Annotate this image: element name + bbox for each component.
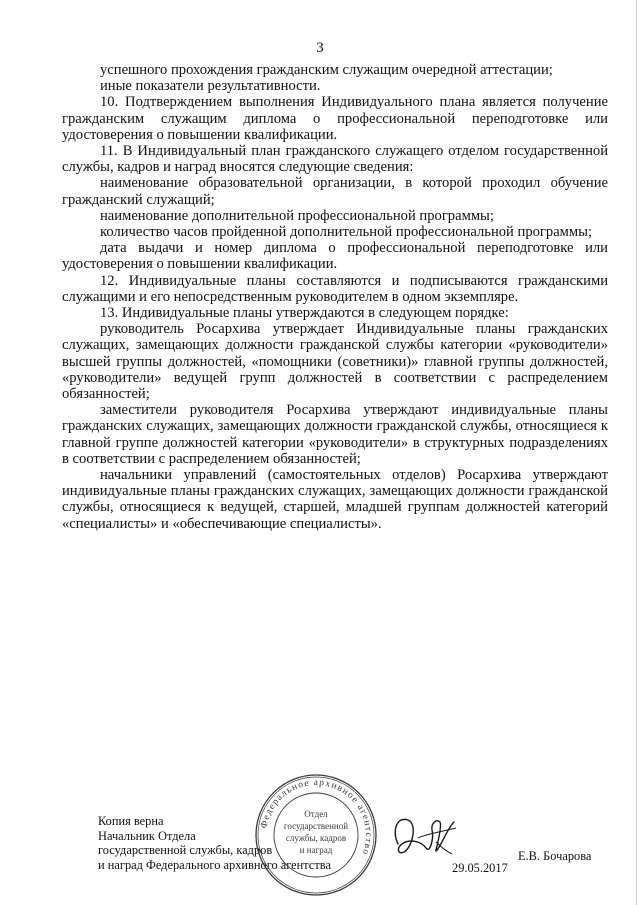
stamp-center-line-1: Отдел xyxy=(304,809,328,819)
page-edge-line xyxy=(636,0,637,905)
page-number: 3 xyxy=(316,40,324,56)
paragraph-3: 10. Подтверждением выполнения Индивидуального плана является получение гражданским служащим диплома о профессиональной переподготовке или удостоверения о повышении квалификации. xyxy=(62,94,608,143)
stamp-center-line-4: и наград xyxy=(299,845,333,855)
position-line-3: и наград Федерального архивного агентства xyxy=(98,857,331,872)
position-line-1: Начальник Отдела xyxy=(98,828,196,843)
paragraph-11: руководитель Росархива утверждает Индивидуальные планы гражданских служащих, замещающих должности гражданской службы категории «руководители» высшей группы должностей, «помощники (советники)» главной группы должностей, «руководители» ведущей групп должностей в соответствии с распределением обязанностей; xyxy=(62,321,608,403)
paragraph-2: иные показатели результативности. xyxy=(100,78,321,95)
signer-name: Е.В. Бочарова xyxy=(518,849,592,863)
paragraph-5: наименование образовательной организации, в которой проходил обучение гражданский служащий; xyxy=(62,175,608,208)
stamp-ring-text: Федеральное архивное агентство xyxy=(259,777,374,857)
paragraph-12: заместители руководителя Росархива утверждают индивидуальные планы гражданских служащих, замещающих должности гражданской службы, относящиеся к главной группе должностей категории «руководители» в структурных подразделениях в соответствии с распределением обязанностей; xyxy=(62,402,608,467)
paragraph-4: 11. В Индивидуальный план гражданского служащего отделом государственной службы, кадров и наград вносятся следующие сведения: xyxy=(62,143,608,176)
paragraph-7: количество часов пройденной дополнительной профессиональной программы; xyxy=(100,224,593,241)
stamp-center-line-3: службы, кадров xyxy=(285,833,347,843)
document-body xyxy=(62,62,608,532)
stamp-center-line-2: государственной xyxy=(283,821,349,831)
certification-date: 29.05.2017 xyxy=(452,861,508,875)
paragraph-9: 12. Индивидуальные планы составляются и подписываются гражданскими служащими и его непосредственным руководителем в одном экземпляре. xyxy=(62,272,608,305)
handwritten-signature xyxy=(388,808,464,864)
official-stamp xyxy=(252,771,380,899)
position-line-2: государственной службы, кадров xyxy=(98,843,273,858)
paragraph-6: наименование дополнительной профессиональной программы; xyxy=(100,207,494,224)
paragraph-10: 13. Индивидуальные планы утверждаются в следующем порядке: xyxy=(100,305,509,322)
paragraph-8: дата выдачи и номер диплома о профессиональной переподготовке или удостоверения о повышении квалификации. xyxy=(62,240,608,273)
copy-certified-label: Копия верна xyxy=(98,814,164,828)
paragraph-13: начальники управлений (самостоятельных отделов) Росархива утверждают индивидуальные планы гражданских служащих, замещающих должности гражданской службы, относящиеся к ведущей, старшей, младшей группам должностей категорий «специалисты» и «обеспечивающие специалисты». xyxy=(62,467,608,532)
paragraph-1: успешного прохождения гражданским служащим очередной аттестации; xyxy=(100,62,553,78)
